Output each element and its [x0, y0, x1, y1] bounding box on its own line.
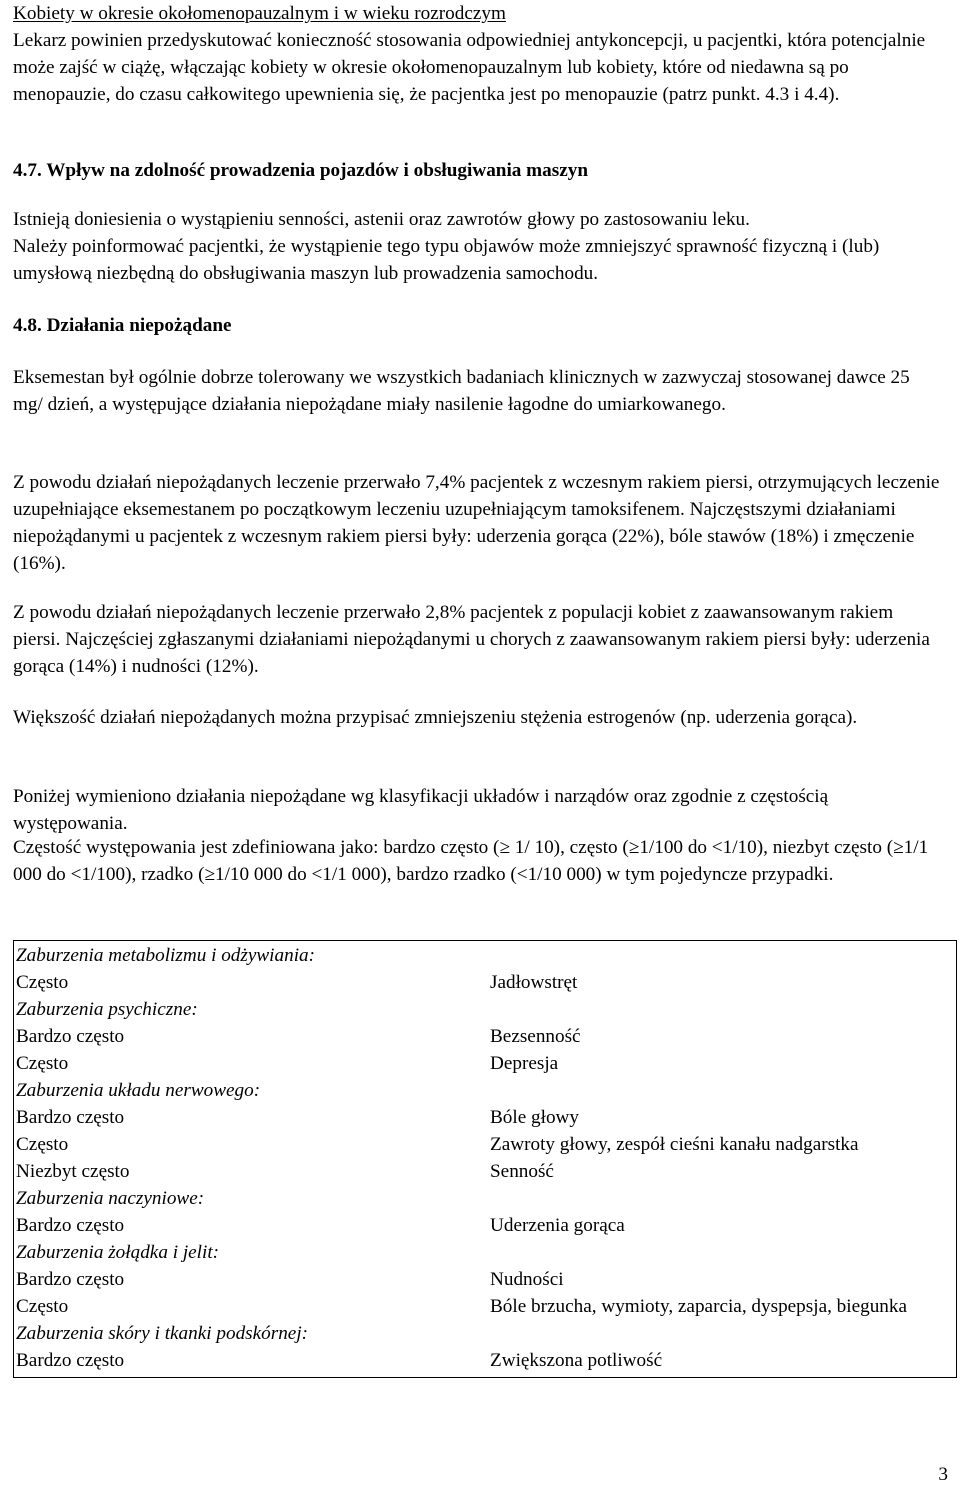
paragraph-4-8-advanced: Z powodu działań niepożądanych leczenie przerwało 2,8% pacjentek z populacji kobiet z zaawansowanym rakiem piersi. Najczęściej zgłaszanymi działaniami niepożądanymi u chorych z zaawansowanym rakiem piersi były: uderzenia gorąca (14%) i nudności (12%). [13, 602, 930, 677]
table-category: Zaburzenia psychiczne: [16, 999, 198, 1020]
section-women-childbearing [13, 0, 943, 108]
table-category: Zaburzenia naczyniowe: [16, 1188, 205, 1209]
effect-cell: Bóle głowy [490, 1107, 580, 1128]
table-category: Zaburzenia żołądka i jelit: [16, 1242, 220, 1263]
table-row [14, 1104, 957, 1131]
table-row [14, 1293, 957, 1320]
effect-cell: Senność [490, 1161, 554, 1182]
table-row [14, 1131, 957, 1158]
table-row [14, 1212, 957, 1239]
paragraph-4-7-b: Należy poinformować pacjentki, że wystąpienie tego typu objawów może zmniejszyć sprawność fizyczną i (lub) umysłową niezbędną do obsługiwania maszyn lub prowadzenia samochodu. [13, 236, 880, 284]
effect-cell: Zwiększona potliwość [490, 1350, 663, 1371]
table-category: Zaburzenia układu nerwowego: [16, 1080, 261, 1101]
effect-cell: Bóle brzucha, wymioty, zaparcia, dyspepsja, biegunka [490, 1296, 908, 1317]
section-heading-4-7: 4.7. Wpływ na zdolność prowadzenia pojazdów i obsługiwania maszyn [13, 160, 589, 181]
frequency-cell: Często [16, 1296, 69, 1317]
table-row [14, 1050, 957, 1077]
frequency-cell: Bardzo często [16, 1215, 125, 1236]
frequency-cell: Niezbyt często [16, 1161, 130, 1182]
paragraph-4-8-classification: Poniżej wymieniono działania niepożądane wg klasyfikacji układów i narządów oraz zgodnie z częstością występowania. [13, 786, 829, 834]
table-category: Zaburzenia metabolizmu i odżywiania: [16, 945, 316, 966]
paragraph-4-8-tolerance: Eksemestan był ogólnie dobrze tolerowany we wszystkich badaniach klinicznych w zazwyczaj stosowanej dawce 25 mg/ dzień, a występujące działania niepożądane miały nasilenie łagodne do umiarkowanego. [13, 367, 910, 415]
table-row [14, 1266, 957, 1293]
paragraph-4-7-a: Istnieją doniesienia o wystąpieniu senności, astenii oraz zawrotów głowy po zastosowaniu leku. [13, 209, 750, 230]
frequency-cell: Bardzo często [16, 1107, 125, 1128]
frequency-cell: Często [16, 972, 69, 993]
table-row [14, 1158, 957, 1185]
frequency-cell: Bardzo często [16, 1269, 125, 1290]
table-row [14, 1347, 957, 1378]
adverse-effects-table [13, 940, 957, 1378]
effect-cell: Depresja [490, 1053, 559, 1074]
paragraph-4-8-frequency-def: Częstość występowania jest zdefiniowana jako: bardzo często (≥ 1/ 10), często (≥1/100 do <1/10), niezbyt często (≥1/1 000 do <1/100), rzadko (≥1/10 000 do <1/1 000), bardzo rzadko (<1/10 000) w tym pojedyncze przypadki. [13, 837, 929, 885]
frequency-cell: Często [16, 1134, 69, 1155]
section-heading-4-8: 4.8. Działania niepożądane [13, 315, 232, 336]
table-row [14, 1023, 957, 1050]
paragraph-contraception: Lekarz powinien przedyskutować konieczność stosowania odpowiedniej antykoncepcji, u pacjentki, która potencjalnie może zajść w ciążę, włączając kobiety w okresie okołomenopauzalnym lub kobiety, które od niedawna są po menopauzie, do czasu całkowitego upewnienia się, że pacjentka jest po menopauzie (patrz punkt. 4.3 i 4.4). [13, 30, 926, 105]
effect-cell: Jadłowstręt [490, 972, 578, 993]
page-number: 3 [938, 1464, 948, 1485]
frequency-cell: Często [16, 1053, 69, 1074]
effect-cell: Zawroty głowy, zespół cieśni kanału nadgarstka [490, 1134, 859, 1155]
frequency-cell: Bardzo często [16, 1350, 125, 1371]
paragraph-4-8-early: Z powodu działań niepożądanych leczenie przerwało 7,4% pacjentek z wczesnym rakiem piersi, otrzymujących leczenie uzupełniające eksemestanem po początkowym leczeniu uzupełniającym tamoksifenem. Najczęstszymi działaniami niepożądanymi u pacjentek z wczesnym rakiem piersi były: uderzenia gorąca (22%), bóle stawów (18%) i zmęczenie (16%). [13, 472, 940, 574]
section-heading-women: Kobiety w okresie okołomenopauzalnym i w wieku rozrodczym [13, 3, 506, 24]
effect-cell: Bezsenność [490, 1026, 581, 1047]
table-category: Zaburzenia skóry i tkanki podskórnej: [16, 1323, 309, 1344]
table-row [14, 969, 957, 996]
effect-cell: Uderzenia gorąca [490, 1215, 625, 1236]
paragraph-4-8-estrogen: Większość działań niepożądanych można przypisać zmniejszeniu stężenia estrogenów (np. uderzenia gorąca). [13, 707, 858, 728]
effect-cell: Nudności [490, 1269, 564, 1290]
frequency-cell: Bardzo często [16, 1026, 125, 1047]
